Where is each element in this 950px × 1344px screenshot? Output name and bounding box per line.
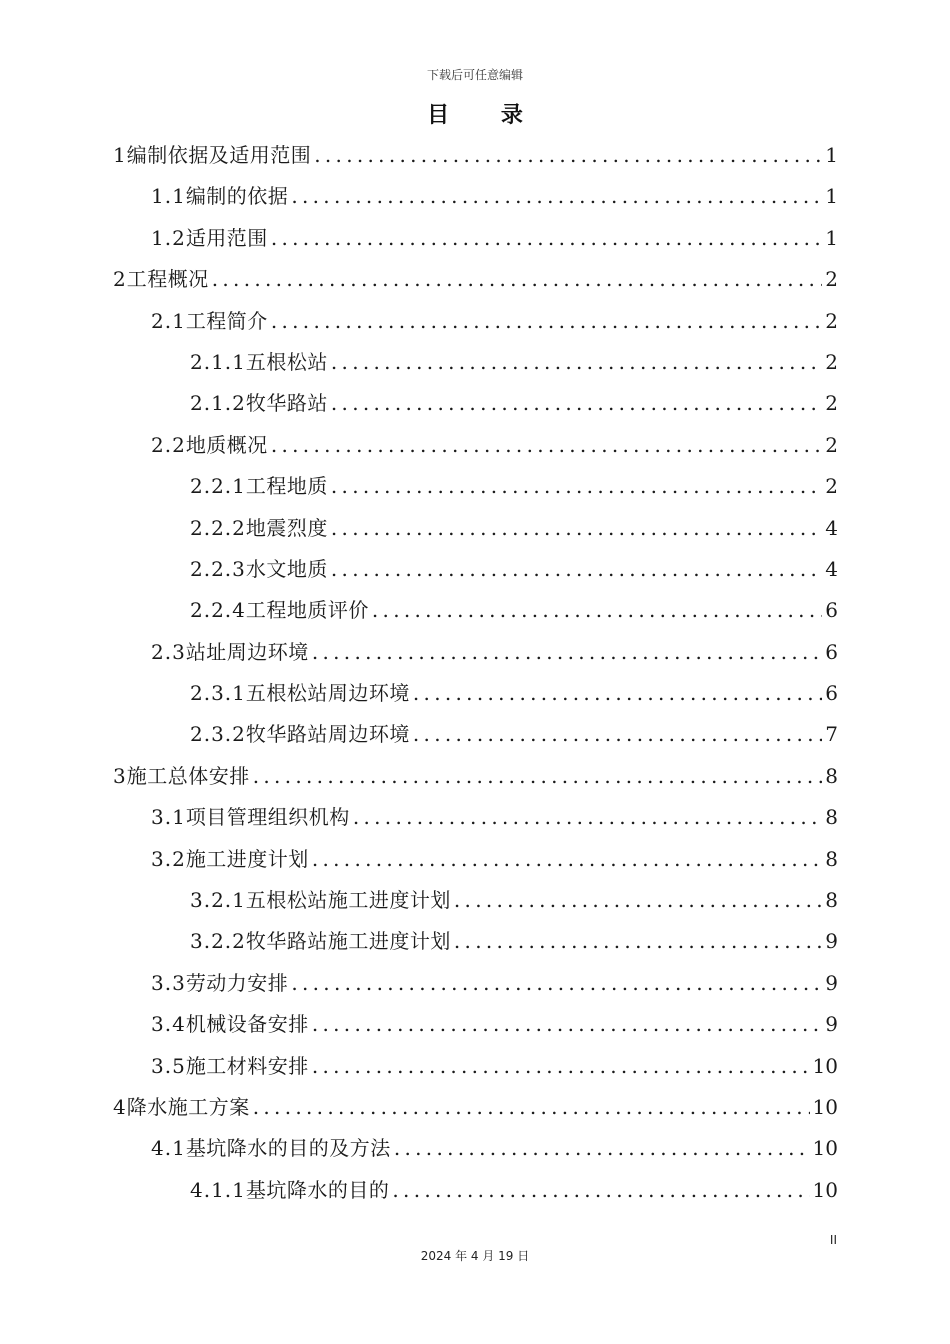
toc-entry-title: 工程概况 xyxy=(126,267,209,292)
toc-entry-title: 牧华路站 xyxy=(245,391,328,416)
toc-entry-title: 基坑降水的目的及方法 xyxy=(185,1136,391,1161)
toc-entry[interactable] xyxy=(113,466,838,507)
toc-dot-leader xyxy=(312,1046,810,1087)
toc-entry-page: 6 xyxy=(825,639,838,664)
table-of-contents xyxy=(113,135,838,1211)
toc-entry-number: 2.2 xyxy=(151,432,186,457)
toc-entry[interactable] xyxy=(113,549,838,590)
page-title: 目 录 xyxy=(427,103,545,128)
toc-entry-number: 2.3.1 xyxy=(190,681,246,706)
toc-dot-leader xyxy=(413,673,822,714)
header-note: 下载后可任意编辑 xyxy=(426,68,523,82)
toc-entry-number: 2.3 xyxy=(151,639,186,664)
toc-entry-page: 2 xyxy=(825,267,838,292)
toc-entry-title: 牧华路站周边环境 xyxy=(245,722,410,747)
toc-entry[interactable] xyxy=(113,880,838,921)
toc-entry[interactable] xyxy=(113,176,838,217)
toc-entry-title: 工程地质 xyxy=(245,474,328,499)
toc-entry[interactable] xyxy=(113,1170,838,1211)
toc-entry-page: 8 xyxy=(825,763,838,788)
toc-entry-page: 4 xyxy=(825,556,838,581)
toc-entry-number: 2.3.2 xyxy=(190,722,246,747)
toc-entry-page: 10 xyxy=(812,1136,838,1161)
toc-entry-title: 工程地质评价 xyxy=(245,598,369,623)
toc-entry-number: 1.2 xyxy=(151,225,186,250)
toc-dot-leader xyxy=(312,632,822,673)
footer-date: 2024 年 4 月 19 日 xyxy=(420,1249,530,1263)
toc-dot-leader xyxy=(394,1128,810,1169)
toc-entry-page: 7 xyxy=(825,722,838,747)
toc-entry[interactable] xyxy=(113,425,838,466)
toc-entry[interactable] xyxy=(113,839,838,880)
toc-entry-title: 编制依据及适用范围 xyxy=(126,143,312,167)
toc-dot-leader xyxy=(331,508,822,549)
toc-entry-number: 3.3 xyxy=(151,970,186,995)
toc-dot-leader xyxy=(253,756,823,797)
toc-entry-page: 2 xyxy=(825,432,838,457)
toc-entry[interactable] xyxy=(113,508,838,549)
toc-entry[interactable] xyxy=(113,1004,838,1045)
toc-entry[interactable] xyxy=(113,797,838,838)
toc-entry-page: 6 xyxy=(825,598,838,623)
toc-entry-title: 地质概况 xyxy=(185,432,268,457)
toc-entry-page: 8 xyxy=(825,846,838,871)
toc-entry-number: 3.5 xyxy=(151,1053,186,1078)
toc-entry-number: 3.1 xyxy=(151,805,186,830)
toc-entry[interactable] xyxy=(113,921,838,962)
toc-dot-leader xyxy=(271,301,822,342)
toc-entry-page: 10 xyxy=(812,1177,838,1202)
toc-entry-title: 施工进度计划 xyxy=(185,846,309,871)
toc-entry[interactable] xyxy=(113,1046,838,1087)
toc-entry-page: 10 xyxy=(812,1053,838,1078)
toc-entry-page: 2 xyxy=(825,474,838,499)
toc-dot-leader xyxy=(291,963,822,1004)
toc-dot-leader xyxy=(271,218,822,259)
page-number: II xyxy=(829,1233,837,1247)
toc-entry-number: 4.1.1 xyxy=(190,1177,246,1202)
toc-entry-title: 项目管理组织机构 xyxy=(185,805,350,830)
toc-dot-leader xyxy=(312,839,822,880)
toc-dot-leader xyxy=(314,135,822,176)
toc-entry-title: 站址周边环境 xyxy=(185,639,309,664)
toc-entry-number: 2.1.2 xyxy=(190,391,246,416)
toc-entry-page: 9 xyxy=(825,1012,838,1037)
toc-dot-leader xyxy=(331,466,822,507)
toc-dot-leader xyxy=(413,714,822,755)
toc-entry-title: 降水施工方案 xyxy=(126,1094,250,1119)
toc-dot-leader xyxy=(331,342,822,383)
toc-dot-leader xyxy=(212,259,823,300)
toc-dot-leader xyxy=(454,921,822,962)
toc-entry-number: 3.2.1 xyxy=(190,888,246,913)
toc-entry[interactable] xyxy=(113,1128,838,1169)
toc-dot-leader xyxy=(253,1087,810,1128)
toc-entry-title: 水文地质 xyxy=(245,556,328,581)
toc-dot-leader xyxy=(291,176,822,217)
toc-dot-leader xyxy=(454,880,822,921)
toc-dot-leader xyxy=(331,549,822,590)
toc-entry-number: 2.1.1 xyxy=(190,349,246,374)
toc-entry-page: 8 xyxy=(825,805,838,830)
toc-entry-page: 6 xyxy=(825,681,838,706)
toc-entry-number: 2 xyxy=(113,267,127,292)
toc-entry-title: 地震烈度 xyxy=(245,515,328,540)
toc-entry-title: 机械设备安排 xyxy=(185,1012,309,1037)
toc-dot-leader xyxy=(372,590,822,631)
toc-entry[interactable] xyxy=(113,259,838,300)
toc-entry-page: 10 xyxy=(812,1094,838,1119)
toc-entry-title: 工程简介 xyxy=(185,308,268,333)
toc-entry-number: 2.2.2 xyxy=(190,515,246,540)
toc-entry-number: 2.2.1 xyxy=(190,474,246,499)
toc-entry-number: 1.1 xyxy=(151,184,186,209)
toc-entry-number: 3 xyxy=(113,763,127,788)
toc-entry[interactable] xyxy=(113,963,838,1004)
toc-entry-number: 3.2.2 xyxy=(190,929,246,954)
toc-entry-title: 编制的依据 xyxy=(185,184,289,209)
toc-entry-title: 五根松站 xyxy=(245,349,328,374)
toc-entry-page: 1 xyxy=(825,225,838,250)
toc-entry[interactable] xyxy=(113,632,838,673)
toc-entry-title: 施工总体安排 xyxy=(126,763,250,788)
toc-entry[interactable] xyxy=(113,673,838,714)
toc-entry[interactable] xyxy=(113,301,838,342)
toc-entry[interactable] xyxy=(113,1087,838,1128)
toc-entry-page: 8 xyxy=(825,888,838,913)
toc-dot-leader xyxy=(312,1004,822,1045)
toc-entry-title: 基坑降水的目的 xyxy=(245,1177,390,1202)
toc-entry-page: 1 xyxy=(825,143,838,167)
toc-entry[interactable] xyxy=(113,342,838,383)
toc-entry-title: 劳动力安排 xyxy=(185,970,289,995)
toc-entry-title: 五根松站周边环境 xyxy=(245,681,410,706)
toc-entry-title: 牧华路站施工进度计划 xyxy=(245,929,451,954)
toc-entry-title: 施工材料安排 xyxy=(185,1053,309,1078)
toc-dot-leader xyxy=(271,425,822,466)
toc-entry-page: 1 xyxy=(825,184,838,209)
toc-entry-number: 3.4 xyxy=(151,1012,186,1037)
toc-entry-page: 9 xyxy=(825,970,838,995)
toc-entry-page: 4 xyxy=(825,515,838,540)
toc-entry-number: 2.1 xyxy=(151,308,186,333)
toc-entry-number: 2.2.3 xyxy=(190,556,246,581)
toc-entry-page: 2 xyxy=(825,308,838,333)
toc-entry-page: 2 xyxy=(825,349,838,374)
toc-entry-number: 2.2.4 xyxy=(190,598,246,623)
toc-dot-leader xyxy=(392,1170,809,1211)
toc-entry-page: 9 xyxy=(825,929,838,954)
toc-entry[interactable] xyxy=(113,590,838,631)
toc-entry[interactable] xyxy=(113,756,838,797)
toc-entry-number: 4 xyxy=(113,1094,127,1119)
toc-entry[interactable] xyxy=(113,218,838,259)
toc-entry-number: 3.2 xyxy=(151,846,186,871)
toc-entry[interactable] xyxy=(113,135,838,176)
toc-dot-leader xyxy=(331,383,822,424)
toc-entry[interactable] xyxy=(113,383,838,424)
toc-entry-title: 适用范围 xyxy=(185,225,268,250)
toc-entry-number: 1 xyxy=(113,143,127,167)
toc-dot-leader xyxy=(353,797,822,838)
toc-entry-title: 五根松站施工进度计划 xyxy=(245,888,451,913)
toc-entry-page: 2 xyxy=(825,391,838,416)
toc-entry[interactable] xyxy=(113,714,838,755)
toc-entry-number: 4.1 xyxy=(151,1136,186,1161)
